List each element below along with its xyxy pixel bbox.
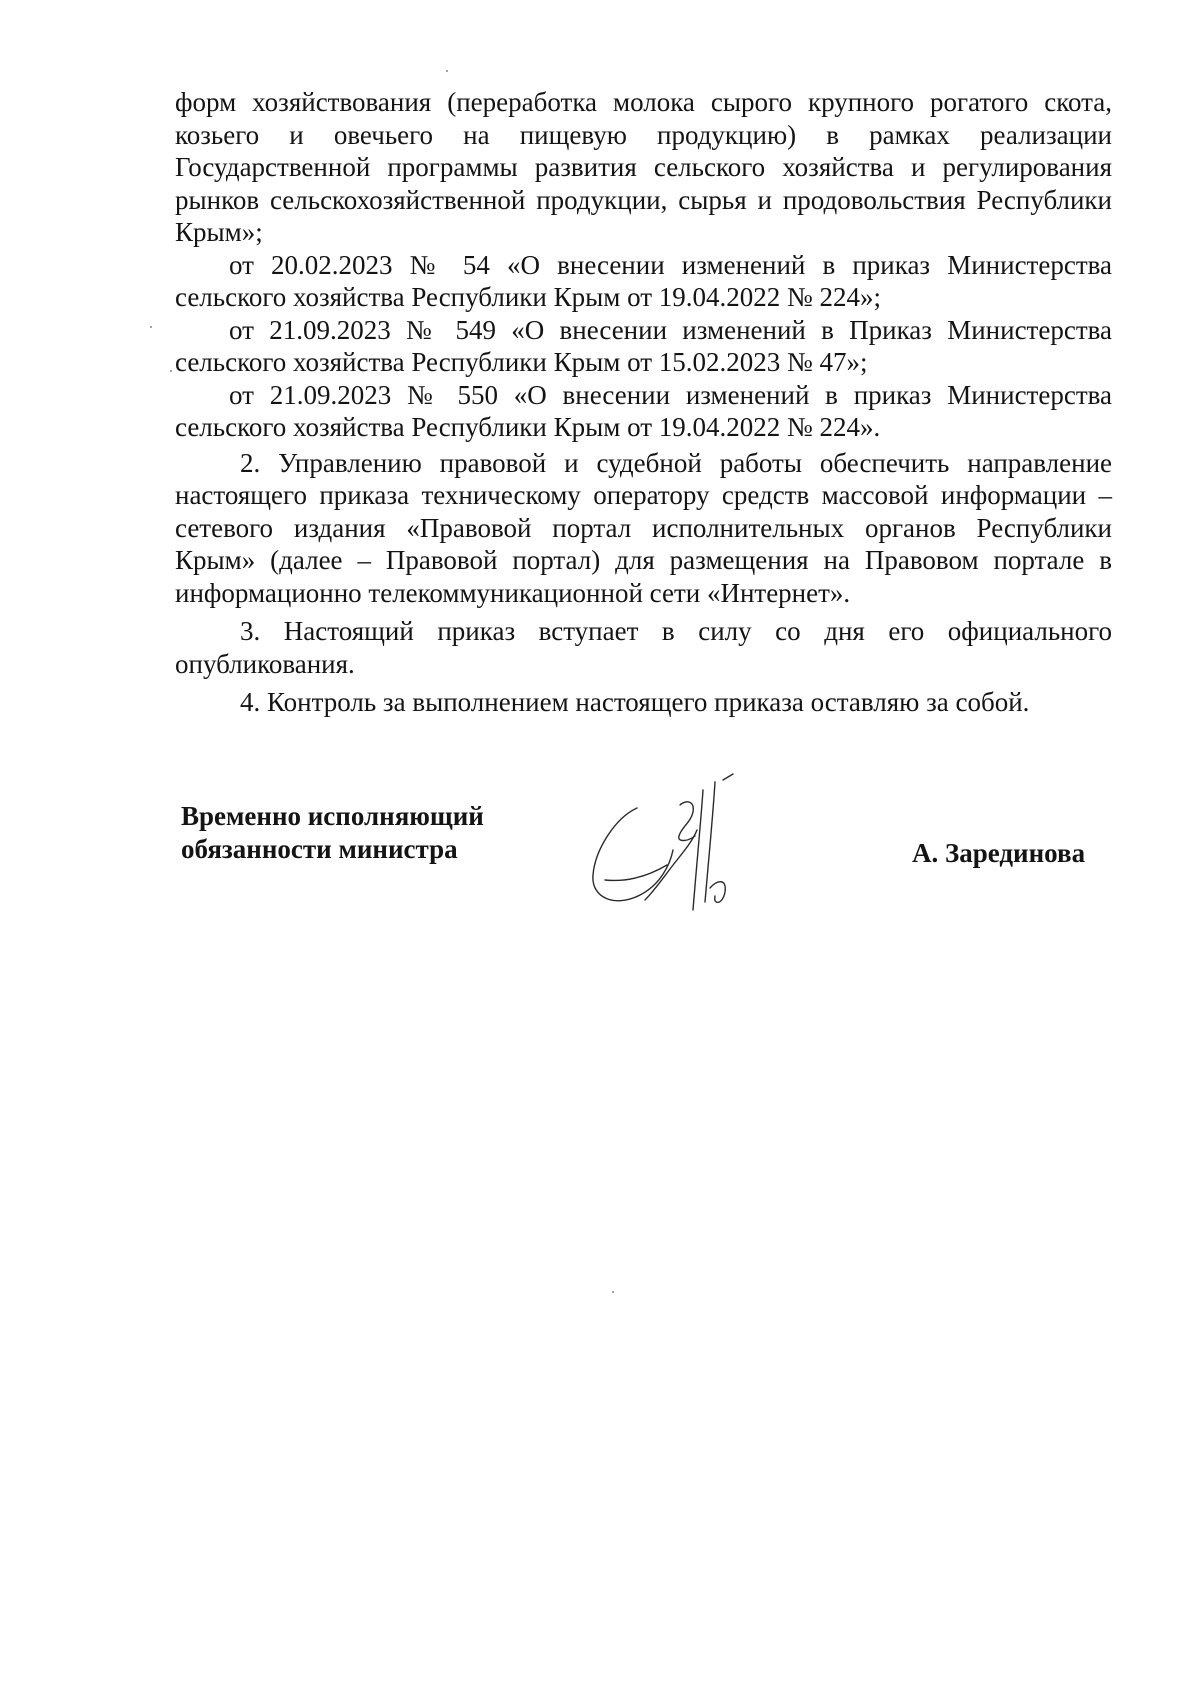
- paragraph-item-4: 4. Контроль за выполнением настоящего приказа оставляю за собой.: [240, 687, 1030, 717]
- signatory-title-line-2: обязанности министра: [181, 834, 458, 864]
- scan-speck: [150, 326, 152, 328]
- paragraph-order-549: от 21.09.2023 № 549 «О внесении изменений в Приказ Министерства сельского хозяйства Республики Крым от 15.02.2023 № 47»;: [175, 314, 1112, 377]
- paragraph-item-3: 3. Настоящий приказ вступает в силу со дня его официального опубликования.: [175, 616, 1112, 679]
- signatory-name: А. Зарединова: [912, 838, 1086, 868]
- handwritten-signature: [585, 770, 765, 920]
- signatory-title-line-1: Временно исполняющий: [181, 801, 484, 831]
- scan-speck: [170, 370, 172, 372]
- signatory-title: [181, 800, 484, 866]
- paragraph-continuation: форм хозяйствования (переработка молока сырого крупного рогатого скота, козьего и овечьего на пищевую продукцию) в рамках реализации Государственной программы развития сельского хозяйства и регулирования рынков сельскохозяйственной продукции, сырья и продовольствия Республики Крым»;: [175, 87, 1112, 247]
- scan-speck: [446, 70, 448, 72]
- paragraph-order-54: от 20.02.2023 № 54 «О внесении изменений в приказ Министерства сельского хозяйства Республики Крым от 19.04.2022 № 224»;: [175, 249, 1112, 312]
- paragraph-item-2: 2. Управлению правовой и судебной работы обеспечить направление настоящего приказа техническому оператору средств массовой информации – сетевого издания «Правовой портал исполнительных органов Республики Крым» (далее – Правовой портал) для размещения на Правовом портале в информационно телекоммуникационной сети «Интернет».: [175, 447, 1112, 608]
- scan-speck: [612, 1291, 614, 1293]
- paragraph-order-550: от 21.09.2023 № 550 «О внесении изменений в приказ Министерства сельского хозяйства Республики Крым от 19.04.2022 № 224».: [175, 379, 1112, 442]
